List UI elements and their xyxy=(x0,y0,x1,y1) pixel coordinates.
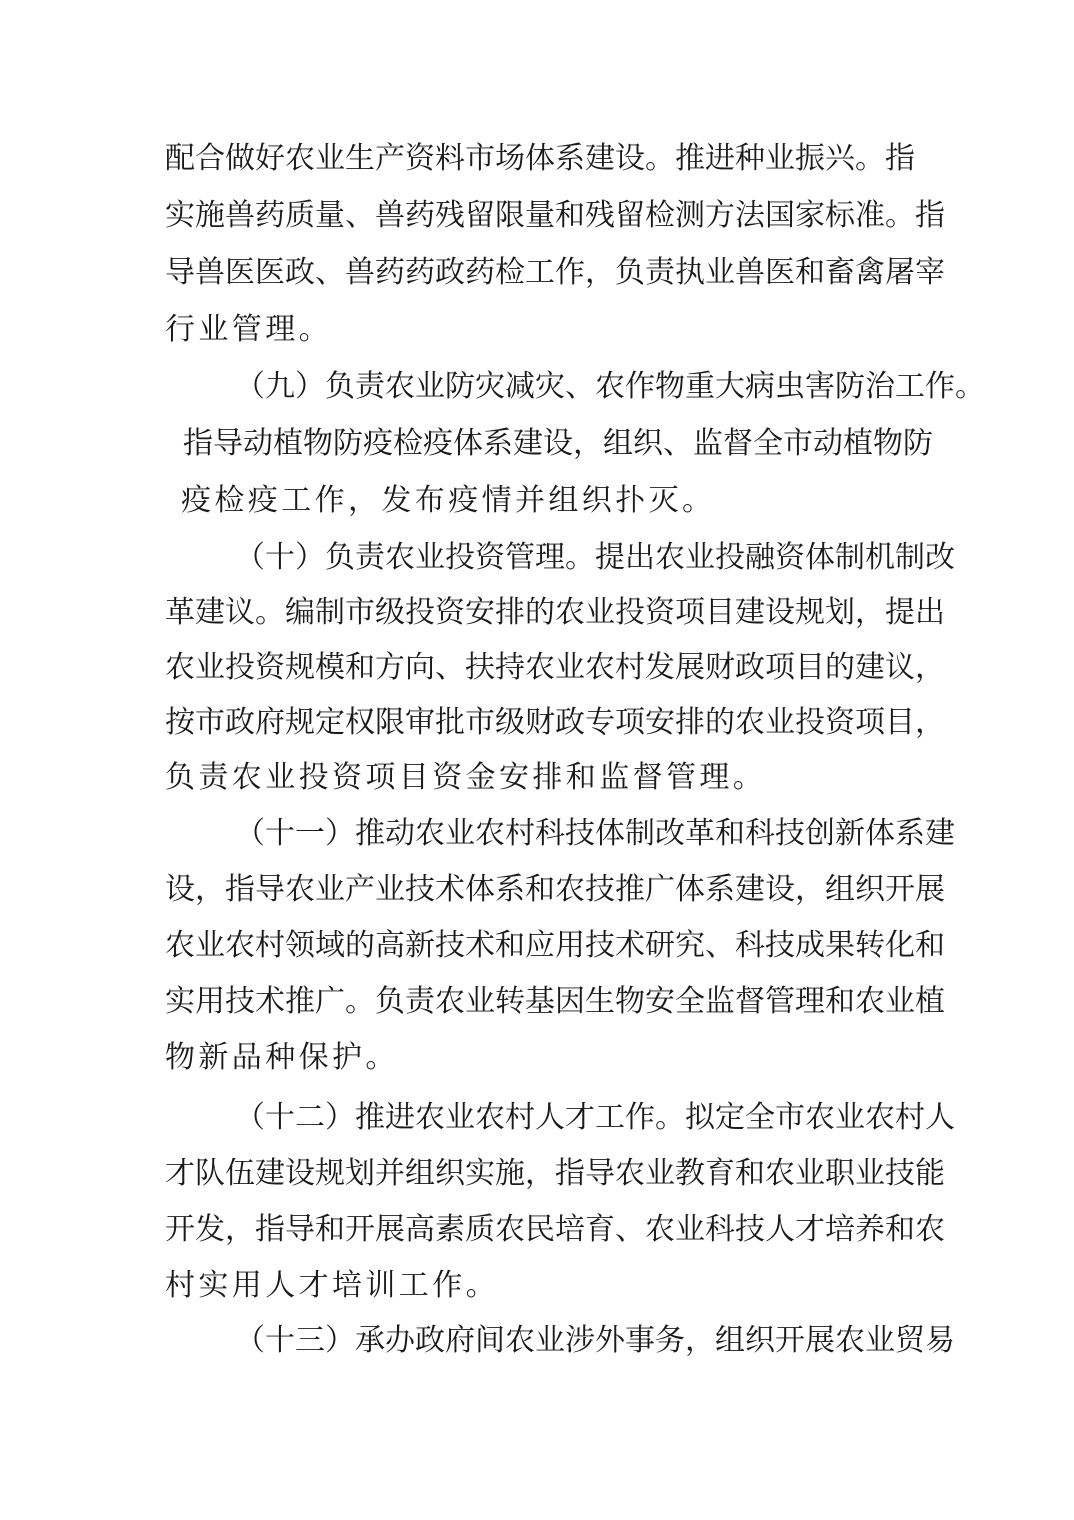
text-line: （九）负责农业防灾减灾、农作物重大病虫害防治工作。 xyxy=(235,369,985,404)
text-line: 农业农村领域的高新技术和应用技术研究、科技成果转化和 xyxy=(165,928,945,963)
text-line: （十三）承办政府间农业涉外事务，组织开展农业贸易 xyxy=(235,1323,955,1358)
text-line: 按市政府规定权限审批市级财政专项安排的农业投资项目， xyxy=(165,705,945,740)
text-line: 物新品种保护。 xyxy=(165,1040,399,1075)
text-line: 实施兽药质量、兽药残留限量和残留检测方法国家标准。指 xyxy=(165,198,945,233)
text-line: 村实用人才培训工作。 xyxy=(165,1268,499,1303)
text-line: 革建议。编制市级投资安排的农业投资项目建设规划，提出 xyxy=(165,595,945,630)
text-line: 设，指导农业产业技术体系和农技推广体系建设，组织开展 xyxy=(165,872,945,907)
text-line: 疫检疫工作，发布疫情并组织扑灭。 xyxy=(181,483,716,518)
text-line: （十二）推进农业农村人才工作。拟定全市农业农村人 xyxy=(235,1100,955,1135)
text-line: 行业管理。 xyxy=(165,312,332,347)
text-line: 才队伍建设规划并组织实施，指导农业教育和农业职业技能 xyxy=(165,1156,945,1191)
text-line: 指导动植物防疫检疫体系建设，组织、监督全市动植物防 xyxy=(183,426,933,461)
text-line: （十一）推动农业农村科技体制改革和科技创新体系建 xyxy=(235,816,955,851)
text-line: 负责农业投资项目资金安排和监督管理。 xyxy=(165,760,767,795)
text-line: 开发，指导和开展高素质农民培育、农业科技人才培养和农 xyxy=(165,1212,945,1247)
text-line: 导兽医医政、兽药药政药检工作，负责执业兽医和畜禽屠宰 xyxy=(165,255,945,290)
text-line: 实用技术推广。负责农业转基因生物安全监督管理和农业植 xyxy=(165,984,945,1019)
text-line: 配合做好农业生产资料市场体系建设。推进种业振兴。指 xyxy=(165,141,915,176)
text-line: 农业投资规模和方向、扶持农业农村发展财政项目的建议， xyxy=(165,650,945,685)
text-line: （十）负责农业投资管理。提出农业投融资体制机制改 xyxy=(235,540,955,575)
